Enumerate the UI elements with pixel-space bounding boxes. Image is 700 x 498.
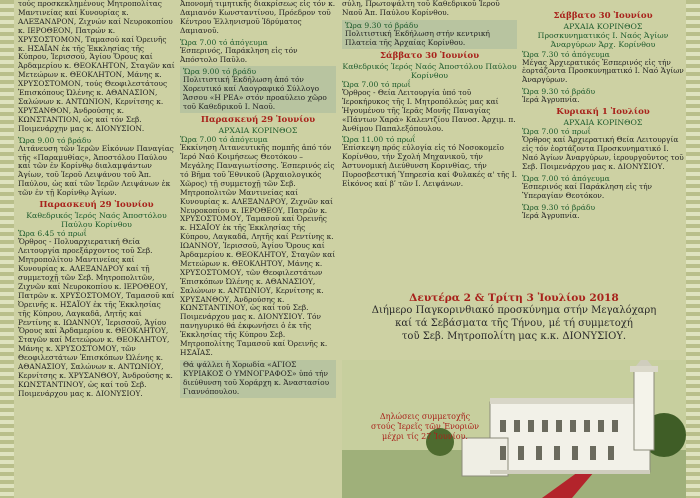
col2-time-1: Ὥρα 7.00 τό ἀπόγευμα bbox=[180, 37, 268, 47]
col2-church-heading: ΑΡΧΑΙΑ ΚΟΡΙΝΘΟΣ bbox=[218, 125, 298, 135]
col2-litany-text: Ἐκκίνηση Λιτανευτικῆς πομπῆς ἀπό τόν Ἱερό Ναό Κοιμήσεως Θεοτόκου – Μεγάλης Παναγιωτίσσης. Ἑσπερινός εἰς τό Βῆμα τοῦ Ἐθνικοῦ (Ἀρχαιολογικός Χῶρος) τῇ συμμετοχῇ τῶν Σεβ. Μητροπολιτῶν Μαντινείας καί Κυνουρίας κ. ΑΛΕΞΑΝΔΡΟΥ, Ζιχνῶν καί Νευροκοπίου κ. ΙΕΡΟΘΕΟΥ, Πατρῶν κ. ΧΡΥΣΟΣΤΟΜΟΥ, Ταμασοῦ καί Ὀρεινῆς κ. ΗΣΑΪΟΥ ἐκ τῆς Ἐκκλησίας τῆς Κύπρου, Λαγκαδᾶ, Λητῆς καί Ρεντίνης κ. ΙΩΑΝΝΟΥ, Ἱερισσοῦ, Ἁγίου Ὄρους καί Ἀρδαμερίου κ. ΘΕΟΚΛΗΤΟΥ, Σταγῶν καί Μετεώρων κ. ΘΕΟΚΛΗΤΟΥ, Μάνης κ. ΧΡΥΣΟΣΤΟΜΟΥ, τῶν Θεοφιλεστάτων Ἐπισκόπων Ὠλένης κ. ΑΘΑΝΑΣΙΟΥ, Σαλώνων κ. ΑΝΤΩΝΙΟΥ, Κερνίτσης κ. ΧΡΥΣΑΝΘΟΥ, Ἀνδρούσης κ. ΚΩΝΣΤΑΝΤΙΝΟΥ, ὡς καί τοῦ Σεβ. Ποιμενάρχου μας κ. ΔΙΟΝΥΣΙΟΥ. Τόν πανηγυρικό θά ἐκφωνήσει ὁ ἐκ τῆς Ἐκκλησίας τῆς Κύπρου Σεβ. Μητροπολίτης Ταμασοῦ καί Ὀρεινῆς κ. ΗΣΑΪΑΣ. bbox=[180, 143, 336, 358]
registration-note-line-1: Δηλώσεις συμμετοχῆς bbox=[379, 412, 471, 421]
col1-liturgy-text: Ὄρθρος - Πολυαρχιερατική Θεία Λειτουργία προεξάρχοντος τοῦ Σεβ. Μητροπολίτου Μαντινείας καί Κυνουρίας κ. ΑΛΕΞΑΝΔΡΟΥ καί τῇ συμμετοχῇ τῶν Σεβ. Μητροπολιτῶν, Ζιχνῶν καί Νευροκοπίου κ. ΙΕΡΟΘΕΟΥ, Πατρῶν κ. ΧΡΥΣΟΣΤΟΜΟΥ, Ταμασοῦ καί Ὀρεινῆς κ. ΗΣΑΪΟΥ ἐκ τῆς Ἐκκλησίας τῆς Κύπρου, Λαγκαδᾶ, Λητῆς καί Ρεντίνης κ. ΙΩΑΝΝΟΥ, Ἱερισσοῦ, Ἁγίου Ὄρους καί Ἀρδαμερίου κ. ΘΕΟΚΛΗΤΟΥ, Σταγῶν καί Μετεώρων κ. ΘΕΟΚΛΗΤΟΥ, Μάνης κ. ΧΡΥΣΟΣΤΟΜΟΥ, τῶν Θεοφιλεστάτων Ἐπισκόπων Ὠλένης κ. ΑΘΑΝΑΣΙΟΥ, Σαλώνων κ. ΑΝΤΩΝΙΟΥ, Κερνίτσης κ. ΧΡΥΣΑΝΘΟΥ, Ἀνδρούσης κ. ΚΩΝΣΤΑΝΤΙΝΟΥ, ὡς καί τοῦ Σεβ. Ποιμενάρχου μας κ. ΔΙΟΝΥΣΙΟΥ. bbox=[18, 237, 175, 398]
col3-cultural-text: Πολιτιστική Ἐκδήλωση στήν κεντρική Πλατεία τῆς Ἀρχαίας Κορίνθου. bbox=[345, 28, 490, 47]
col2-cultural-text: Πολιτιστική Ἐκδήλωση ἀπό τόν Χορευτικό καί Λαογραφικό Σύλλογο Ἄσσου «Η ΡΕΑ» στόν προαύλειο χῶρο τοῦ Καθεδρικοῦ Ι. Ναοῦ. bbox=[183, 75, 327, 112]
col2-time-3: Ὥρα 7.00 τό ἀπόγευμα bbox=[180, 135, 268, 145]
registration-note bbox=[366, 412, 484, 442]
col4-time-2: Ὥρα 9.30 τό βράδυ bbox=[522, 87, 596, 97]
col4-paraklesis-text: Ἑσπερινός καί Παράκληση εἰς τήν Ὑπεραγίαν Θεοτόκον. bbox=[522, 181, 653, 200]
col4-time-4: Ὥρα 7.00 τό ἀπόγευμα bbox=[522, 173, 610, 183]
col3-church-heading: Καθεδρικός Ἱερός Ναός Ἀποστόλου Παύλου Κορίνθου bbox=[342, 61, 517, 80]
col2-choir-box: Θά ψάλλει ἡ Χορωδία «ΑΓΙΟΣ ΚΥΡΙΑΚΟΣ Ο ΥΜΝΟΓΡΑΦΟΣ» ὑπό τήν διεύθυνση τοῦ Χοράρχη κ. Ἀναστασίου Γιαννόπουλου. bbox=[180, 360, 336, 398]
column-1 bbox=[18, 0, 175, 498]
column-3 bbox=[342, 0, 517, 290]
col4-liturgy-text: Ὄρθρος καί Ἀρχιερατική Θεία Λειτουργία εἰς τόν ἑορτάζοντα Προσκυνηματικό Ι. Ναό Ἁγίων Ἀναργύρων, ἱερουργοῦντος τοῦ Σεβ. Ποιμενάρχου μας κ. ΔΙΟΝΥΣΙΟΥ. bbox=[522, 135, 684, 171]
col4-time-1: Ὥρα 7.30 τό ἀπόγευμα bbox=[522, 49, 610, 59]
col3-time-3: Ὥρα 11.00 τό πρωΐ bbox=[342, 135, 416, 145]
registration-note-line-3: μέχρι τίς 27 Ἰουνίου. bbox=[382, 432, 468, 441]
col2-vespers-text: Ἑσπερινός, Παράκληση εἰς τόν Ἀπόστολο Παῦλο. bbox=[180, 45, 298, 64]
col4-vigil-text-2: Ἱερά Ἀγρυπνία. bbox=[522, 210, 580, 220]
col4-vespers-text: Μέγας Ἀρχιερατικός Ἑσπερινός εἰς τήν ἑορτάζοντα Προσκυνηματικό Ι. Ναό Ἁγίων Ἀναργύρων. bbox=[522, 57, 684, 85]
col4-church-heading-2: ΑΡΧΑΙΑ ΚΟΡΙΝΘΟΣ bbox=[563, 118, 643, 128]
col2-award-text: Ἀπονομή τιμητικῆς διακρίσεως εἰς τόν κ. Δαμιανόν Κωνσταντίνου, Πρόεδρον τοῦ Κέντρου Ἑλληνισμοῦ Ἱδρύματος Δαμιανοῦ. bbox=[180, 0, 336, 35]
col2-time-2: Ὥρα 9.00 τό βράδυ bbox=[183, 67, 257, 77]
col3-date-heading: Σάββατο 30 Ἰουνίου bbox=[379, 50, 480, 61]
col1-date-heading: Παρασκευή 29 Ἰουνίου bbox=[39, 200, 154, 211]
col4-time-5: Ὥρα 9.30 τό βράδυ bbox=[522, 202, 596, 212]
col4-date-heading-2: Κυριακή 1 Ἰουλίου bbox=[556, 107, 650, 118]
col1-intro-text: τούς προσκεκλημένους Μητροπολίτας Μαντινείας καί Κυνουρίας κ. ΑΛΕΞΑΝΔΡΟΝ, Ζιχνών καί Νευροκοπίου κ. ΙΕΡΟΘΕΟΝ, Πατρών κ. ΧΡΥΣΟΣΤΟΜΟΝ, Ταμασού καί Ὀρεινῆς κ. ΗΣΑΪΑΝ ἐκ τῆς Ἐκκλησίας τῆς Κύπρου, Ἱερισσοῦ, Ἁγίου Ὄρους καί Ἀρδαμερίου κ. ΘΕΟΚΛΗΤΟΝ, Σταγῶν καί Μετεώρων κ. ΘΕΟΚΛΗΤΟΝ, Μάνης κ. ΧΡΥΣΟΣΤΟΜΟΝ, τούς Θεοφιλεστάτους Ἐπισκόπους Ὠλένης κ. ΑΘΑΝΑΣΙΟΝ, Σαλώνων κ. ΑΝΤΩΝΙΟΝ, Κερνίτσης κ. ΧΡΥΣΑΝΘΟΝ, Ἀνδρούσης κ. ΚΩΝΣΤΑΝΤΙΟΝ, ὡς καί τόν Σεβ. Ποιμενάρχην μας κ. ΔΙΟΝΥΣΙΟΝ. bbox=[18, 0, 175, 133]
registration-note-line-2: στούς Ἱερεῖς τῶν Ἐνοριῶν bbox=[371, 422, 479, 431]
col4-church-heading-1: ΑΡΧΑΙΑ ΚΟΡΙΝΘΟΣ bbox=[563, 21, 643, 31]
col4-time-3: Ὥρα 7.00 τό πρωΐ bbox=[522, 127, 591, 137]
col3-orthros-text: Ὄρθρος - Θεία Λειτουργία ὑπό τοῦ Ἱεροκήρυκος τῆς Ι. Μητροπόλεώς μας καί Ἡγουμένου τῆς Ἱερᾶς Μονῆς Παναγίας «Πάντων Χαρά» Καλεντζίου Πανοσ. Ἀρχιμ. π. Ἀνθίμου Παπαλεξόπουλου. bbox=[342, 87, 516, 133]
announcement-line-1: Διήμερο Παγκορινθιακό προσκύνημα στήν Μεγαλόχαρη bbox=[371, 305, 657, 316]
announcement-title: Δευτέρα 2 & Τρίτη 3 Ἰουλίου 2018 bbox=[409, 292, 619, 304]
col4-sub-heading-1: Προσκυνηματικός Ι. Ναός Ἁγίων Ἀναργύρων Ἀρχ. Κορίνθου bbox=[537, 31, 669, 50]
col1-time-1: Ὥρα 9.00 τό βράδυ bbox=[18, 135, 92, 145]
col3-visits-text: Ἐπίσκεψη πρός εὐλογία εἰς τό Νοσοκομεῖο Κορίνθου, τήν Σχολή Μηχανικοῦ, τήν Ἀστυνομική Διεύθυνση Κορινθίας, τήν Πυροσβεστική Ὑπηρεσία καί Φυλακές α' τῆς Ι. Εἰκόνος καί βʹ τῶν Ι. Λειψάνων. bbox=[342, 143, 517, 189]
announcement-panel bbox=[342, 292, 686, 362]
col3-highlight-box bbox=[342, 20, 517, 49]
left-ornament-border bbox=[0, 0, 14, 498]
col1-procession-text: Λιτάνευση τῶν Ἱερῶν Εἰκόνων Παναγίας τῆς «Παραμυθίας», Ἀποστόλου Παύλου καί τῶν ἐν Κορίνθῳ διαλαμψάντων Ἁγίων, τοῦ Ἱεροῦ Λειψάνου τοῦ Ἀπ. Παύλου, ὡς καί τῶν Ἱερῶν Λειψάνων ἐκ τῶν ἐν τῇ Κορίνθῳ Ἁγίων. bbox=[18, 143, 174, 198]
col3-time-1: Ὥρα 9.30 τό βράδυ bbox=[345, 20, 419, 30]
col3-time-2: Ὥρα 7.00 τό πρωΐ bbox=[342, 79, 411, 89]
col4-vigil-text-1: Ἱερά Ἀγρυπνία. bbox=[522, 95, 580, 105]
announcement-line-3: τοῦ Σεβ. Μητροπολίτη μας κ.κ. ΔΙΟΝΥΣΙΟΥ. bbox=[401, 331, 627, 342]
column-4 bbox=[522, 0, 684, 290]
col1-church-heading: Καθεδρικός Ἱερός Ναός Ἀποστόλου Παύλου Κορίνθου bbox=[26, 210, 167, 230]
col2-date-heading: Παρασκευή 29 Ἰουνίου bbox=[200, 115, 316, 126]
announcement-line-2: καί τά Σεβάσματα τῆς Τήνου, μέ τή συμμετοχή bbox=[395, 318, 633, 329]
col4-date-heading-1: Σάββατο 30 Ἰουνίου bbox=[553, 11, 653, 21]
right-ornament-border bbox=[686, 0, 700, 498]
col3-cantor-text: σύλη, Πρωτοψάλτη τοῦ Καθεδρικοῦ Ἱεροῦ Ναοῦ Ἀπ. Παύλου Κορίνθου. bbox=[342, 0, 500, 17]
col2-highlight-box bbox=[180, 66, 336, 113]
col1-time-2: Ὥρα 6.45 τό πρωΐ bbox=[18, 229, 87, 239]
column-2 bbox=[180, 0, 336, 498]
